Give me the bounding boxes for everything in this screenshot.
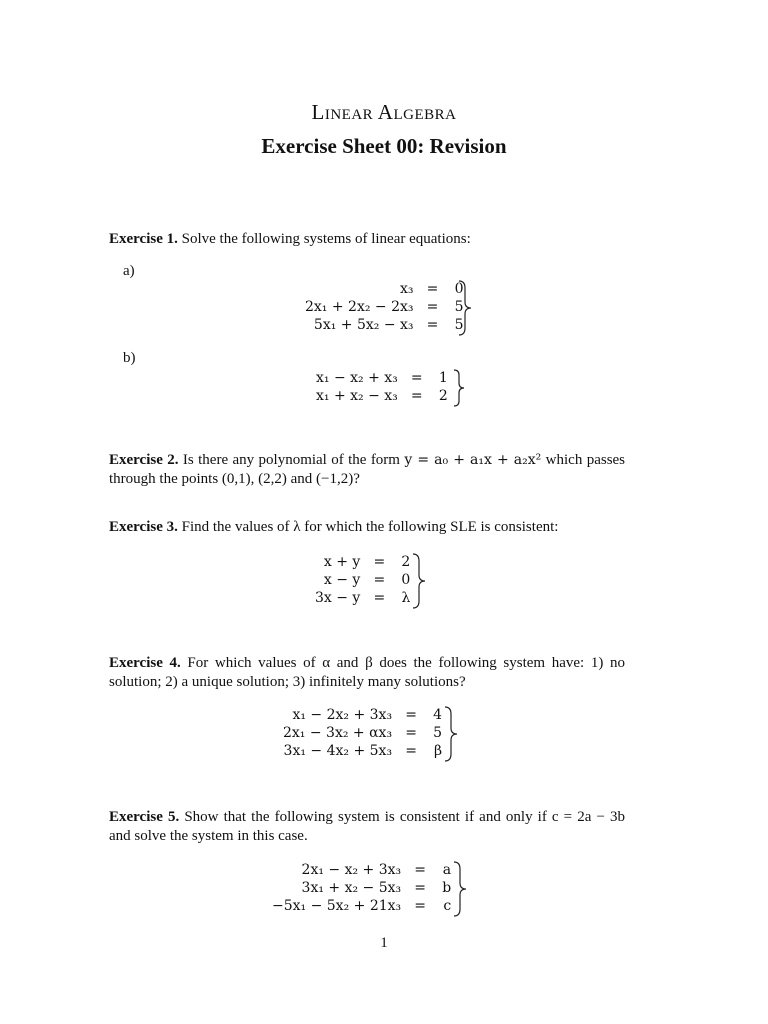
exercise-5-text: Show that the following system is consistent if and only if c = 2a − 3b and solve the system in this case.	[109, 809, 626, 844]
equation-lhs: x + y	[323, 554, 361, 570]
equation-lhs: 3x₁ − 4x₂ + 5x₃	[283, 743, 393, 759]
equation-rhs: a	[442, 862, 452, 878]
equation-rhs: 2	[401, 554, 411, 570]
equation-row	[272, 897, 451, 915]
equation-lhs: 2x₁ − 3x₂ + αx₃	[283, 725, 393, 741]
equation-lhs: x − y	[323, 572, 361, 588]
right-brace-icon	[452, 369, 466, 407]
equation-row	[315, 589, 410, 607]
exercise-2-prompt	[109, 451, 625, 489]
equals-sign: =	[373, 554, 386, 570]
exercise-4-text: For which values of α and β does the following system have: 1) no solution; 2) a unique solution; 3) infinitely many solutions?	[109, 655, 625, 690]
equation-row	[315, 553, 410, 571]
equation-row	[315, 571, 410, 589]
exercise-1b-system	[316, 369, 448, 405]
equation-rhs: c	[443, 898, 452, 914]
exercise-4-label: Exercise 4.	[109, 655, 181, 671]
equation-lhs: x₁ − x₂ + x₃	[316, 370, 398, 386]
equation-lhs: −5x₁ − 5x₂ + 21x₃	[272, 898, 402, 914]
equation-row	[316, 369, 448, 387]
equation-rhs: 1	[438, 370, 448, 386]
equals-sign: =	[414, 880, 427, 896]
equals-sign: =	[414, 898, 427, 914]
equation-lhs: 3x₁ + x₂ − 5x₃	[301, 880, 402, 896]
equals-sign: =	[405, 725, 417, 741]
exercise-5-label: Exercise 5.	[109, 809, 180, 825]
equation-lhs: 2x₁ − x₂ + 3x₃	[301, 862, 402, 878]
right-brace-icon	[457, 280, 473, 336]
equation-rhs: 2	[438, 388, 448, 404]
equals-sign: =	[414, 862, 427, 878]
exercise-2-text-start: Is there any polynomial of the form	[182, 452, 400, 468]
exercise-3-label: Exercise 3.	[109, 519, 178, 535]
exercise-3-prompt	[109, 518, 625, 537]
equation-rhs: 0	[454, 281, 464, 297]
polynomial-formula: y = a₀ + a₁x + a₂x²	[404, 452, 542, 468]
equation-row	[305, 298, 464, 316]
equation-lhs: 3x − y	[315, 590, 361, 606]
equals-sign: =	[405, 743, 417, 759]
equation-row	[305, 316, 464, 334]
equals-sign: =	[373, 572, 386, 588]
equation-lhs: x₃	[400, 281, 414, 297]
exercise-4-system	[283, 706, 442, 760]
equation-lhs: x₁ − 2x₂ + 3x₃	[292, 707, 393, 723]
equals-sign: =	[410, 388, 423, 404]
exercise-1-part-a-label: a)	[123, 263, 135, 279]
equation-rhs: b	[442, 880, 452, 896]
equation-lhs: x₁ + x₂ − x₃	[316, 388, 398, 404]
exercise-2-label: Exercise 2.	[109, 452, 179, 468]
equals-sign: =	[426, 317, 439, 333]
exercise-2-text-end: which passes through the points (0,1), (2,2) and (−1,2)?	[109, 452, 626, 487]
right-brace-icon	[452, 861, 468, 917]
exercise-1-part-b-label: b)	[123, 350, 136, 366]
exercise-1-text: Solve the following systems of linear equations:	[181, 231, 471, 247]
equation-rhs: 5	[454, 299, 464, 315]
equals-sign: =	[426, 299, 439, 315]
equals-sign: =	[426, 281, 439, 297]
equation-row	[316, 387, 448, 405]
equation-row	[272, 879, 451, 897]
exercise-5-system	[272, 861, 451, 915]
equation-lhs: 2x₁ + 2x₂ − 2x₃	[305, 299, 414, 315]
equation-row	[305, 280, 464, 298]
right-brace-icon	[411, 553, 427, 609]
title-text: Linear Algebra	[311, 100, 457, 124]
exercise-4-prompt	[109, 654, 625, 692]
exercise-1-label: Exercise 1.	[109, 231, 178, 247]
equals-sign: =	[373, 590, 386, 606]
document-title	[0, 100, 768, 125]
equation-rhs: 5	[454, 317, 464, 333]
equation-rhs: 0	[401, 572, 411, 588]
page-number: 1	[380, 935, 388, 951]
equation-row	[272, 861, 451, 879]
equation-rhs: 4	[433, 707, 443, 723]
right-brace-icon	[443, 706, 459, 762]
exercise-5-prompt	[109, 808, 625, 846]
exercise-1a-system	[305, 280, 464, 334]
document-subtitle: Exercise Sheet 00: Revision	[261, 134, 507, 158]
exercise-3-text: Find the values of λ for which the following SLE is consistent:	[181, 519, 559, 535]
exercise-3-system	[315, 553, 410, 607]
equation-rhs: λ	[401, 590, 411, 606]
equation-lhs: 5x₁ + 5x₂ − x₃	[313, 317, 414, 333]
equation-rhs: β	[433, 743, 443, 759]
equals-sign: =	[410, 370, 423, 386]
equation-row	[283, 724, 442, 742]
equation-rhs: 5	[433, 725, 443, 741]
equation-row	[283, 742, 442, 760]
exercise-1-prompt	[109, 230, 625, 249]
equation-row	[283, 706, 442, 724]
equals-sign: =	[405, 707, 417, 723]
